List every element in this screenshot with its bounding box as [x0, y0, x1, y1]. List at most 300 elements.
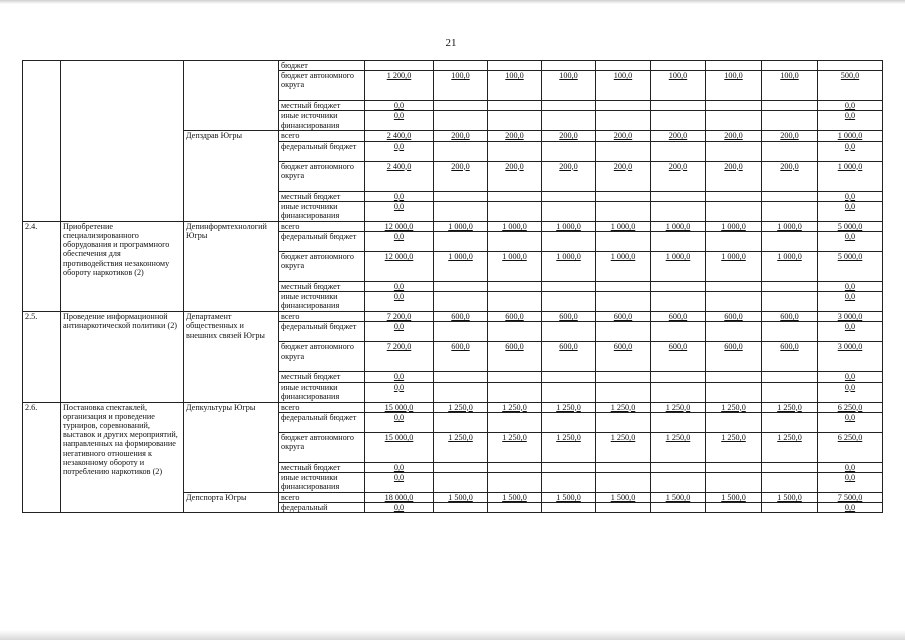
- amount-cell: [651, 493, 706, 503]
- funding-source: бюджет автономного округа: [279, 342, 365, 372]
- amount-value: 0,0: [393, 141, 405, 151]
- amount-cell: [365, 252, 434, 282]
- amount-value: 1 250,0: [665, 432, 691, 442]
- amount-cell: [818, 252, 883, 282]
- amount-cell: [762, 111, 818, 131]
- amount-cell: [651, 462, 706, 472]
- amount-cell: [488, 342, 542, 372]
- amount-cell: [596, 503, 651, 513]
- amount-cell: [434, 101, 488, 111]
- amount-cell: [762, 432, 818, 462]
- funding-source: всего: [279, 221, 365, 231]
- amount-cell: [706, 342, 762, 372]
- amount-value: 0,0: [844, 232, 856, 242]
- amount-cell: [434, 382, 488, 402]
- amount-cell: [596, 221, 651, 231]
- amount-cell: [365, 322, 434, 342]
- amount-cell: [818, 161, 883, 191]
- amount-value: 1 000,0: [665, 252, 691, 262]
- amount-cell: [818, 342, 883, 372]
- amount-cell: [596, 201, 651, 221]
- amount-cell: [542, 292, 596, 312]
- amount-cell: [365, 412, 434, 432]
- amount-cell: [706, 462, 762, 472]
- amount-value: 12 000,0: [384, 221, 414, 231]
- amount-cell: [762, 342, 818, 372]
- amount-value: 200,0: [724, 131, 743, 141]
- amount-cell: [818, 282, 883, 292]
- amount-cell: [365, 432, 434, 462]
- amount-cell: [542, 402, 596, 412]
- amount-cell: [651, 503, 706, 513]
- amount-cell: [365, 221, 434, 231]
- amount-value: 1 500,0: [502, 493, 527, 503]
- amount-value: 200,0: [559, 161, 578, 171]
- amount-cell: [706, 71, 762, 101]
- amount-value: 100,0: [780, 71, 799, 81]
- amount-value: 0,0: [844, 282, 856, 292]
- amount-value: 2 400,0: [386, 161, 412, 171]
- amount-cell: [488, 201, 542, 221]
- amount-cell: [596, 61, 651, 71]
- amount-cell: [434, 141, 488, 161]
- amount-cell: [762, 473, 818, 493]
- amount-cell: [488, 161, 542, 191]
- amount-cell: [365, 282, 434, 292]
- amount-cell: [365, 71, 434, 101]
- amount-cell: [651, 101, 706, 111]
- funding-source: федеральный: [279, 503, 365, 513]
- amount-value: 0,0: [393, 191, 405, 201]
- executor-name: Депздрав Югры: [184, 131, 279, 221]
- amount-cell: [706, 322, 762, 342]
- funding-source: всего: [279, 131, 365, 141]
- amount-cell: [542, 412, 596, 432]
- table-body: [23, 61, 883, 513]
- amount-cell: [706, 61, 762, 71]
- amount-value: 100,0: [613, 71, 633, 81]
- table-row: [23, 61, 883, 71]
- amount-value: 1 250,0: [610, 432, 636, 442]
- amount-cell: [596, 191, 651, 201]
- funding-table: [22, 60, 883, 513]
- amount-value: 200,0: [780, 131, 799, 141]
- section-index: 2.4.: [23, 221, 61, 311]
- amount-cell: [488, 111, 542, 131]
- amount-cell: [651, 111, 706, 131]
- amount-value: 600,0: [451, 342, 470, 352]
- amount-cell: [818, 462, 883, 472]
- amount-cell: [365, 503, 434, 513]
- executor-name: Департамент общественных и внешних связей Югры: [184, 312, 279, 402]
- amount-cell: [762, 412, 818, 432]
- amount-cell: [542, 432, 596, 462]
- funding-source: бюджет автономного округа: [279, 252, 365, 282]
- amount-cell: [542, 71, 596, 101]
- amount-cell: [488, 221, 542, 231]
- amount-value: 100,0: [559, 71, 578, 81]
- amount-cell: [762, 252, 818, 282]
- amount-cell: [651, 232, 706, 252]
- amount-cell: [365, 111, 434, 131]
- amount-cell: [434, 432, 488, 462]
- amount-cell: [651, 432, 706, 462]
- amount-cell: [818, 191, 883, 201]
- amount-value: 0,0: [393, 382, 405, 392]
- amount-value: 200,0: [613, 131, 633, 141]
- amount-cell: [488, 232, 542, 252]
- amount-cell: [706, 412, 762, 432]
- amount-value: 1 000,0: [502, 221, 527, 231]
- page-number: 21: [445, 37, 457, 49]
- amount-value: 0,0: [844, 111, 856, 121]
- amount-cell: [706, 232, 762, 252]
- amount-cell: [596, 161, 651, 191]
- amount-value: 1 250,0: [556, 432, 581, 442]
- section-title: [61, 61, 184, 222]
- amount-cell: [434, 131, 488, 141]
- section-index: [23, 61, 61, 222]
- funding-source: иные источники финансирования: [279, 111, 365, 131]
- amount-cell: [762, 372, 818, 382]
- amount-value: 2 400,0: [386, 131, 412, 141]
- funding-source: бюджет: [279, 61, 365, 71]
- amount-cell: [542, 61, 596, 71]
- section-index: 2.6.: [23, 402, 61, 513]
- amount-cell: [365, 141, 434, 161]
- amount-value: 600,0: [559, 312, 578, 322]
- amount-value: 600,0: [451, 312, 470, 322]
- amount-cell: [596, 71, 651, 101]
- amount-cell: [651, 473, 706, 493]
- amount-cell: [488, 141, 542, 161]
- amount-value: 0,0: [393, 201, 405, 211]
- amount-cell: [542, 503, 596, 513]
- amount-value: 600,0: [724, 312, 743, 322]
- amount-cell: [488, 473, 542, 493]
- amount-value: 600,0: [613, 312, 633, 322]
- funding-source: иные источники финансирования: [279, 201, 365, 221]
- amount-cell: [762, 292, 818, 312]
- amount-value: 0,0: [844, 292, 856, 302]
- amount-cell: [762, 402, 818, 412]
- amount-cell: [818, 292, 883, 312]
- amount-value: 200,0: [559, 131, 578, 141]
- amount-cell: [542, 161, 596, 191]
- amount-value: 200,0: [505, 131, 524, 141]
- amount-cell: [596, 493, 651, 503]
- amount-value: 100,0: [724, 71, 743, 81]
- amount-cell: [365, 402, 434, 412]
- amount-cell: [434, 61, 488, 71]
- amount-value: 0,0: [393, 111, 405, 121]
- amount-cell: [596, 342, 651, 372]
- amount-cell: [706, 473, 762, 493]
- amount-cell: [762, 312, 818, 322]
- amount-cell: [818, 312, 883, 322]
- amount-value: 1 500,0: [665, 493, 691, 503]
- amount-value: 600,0: [780, 342, 799, 352]
- amount-cell: [706, 402, 762, 412]
- amount-cell: [762, 221, 818, 231]
- amount-cell: [488, 71, 542, 101]
- amount-value: 600,0: [613, 342, 633, 352]
- amount-cell: [762, 191, 818, 201]
- amount-cell: [434, 322, 488, 342]
- amount-cell: [434, 372, 488, 382]
- amount-cell: [488, 432, 542, 462]
- amount-cell: [651, 252, 706, 282]
- amount-value: 1 000,0: [837, 131, 863, 141]
- amount-cell: [651, 342, 706, 372]
- amount-cell: [434, 312, 488, 322]
- amount-value: 100,0: [451, 71, 470, 81]
- amount-cell: [818, 111, 883, 131]
- amount-value: 15 000,0: [384, 402, 414, 412]
- amount-value: 1 000,0: [448, 252, 473, 262]
- amount-cell: [488, 101, 542, 111]
- funding-source: федеральный бюджет: [279, 322, 365, 342]
- amount-value: 0,0: [844, 191, 856, 201]
- amount-value: 0,0: [393, 101, 405, 111]
- amount-value: 1 250,0: [502, 402, 527, 412]
- amount-cell: [542, 312, 596, 322]
- executor-name: Депспорта Югры: [184, 493, 279, 513]
- amount-value: 1 500,0: [448, 493, 473, 503]
- section-title: Приобретение специализированного оборудования и программного обеспечения для противодействия незаконному обороту наркотиков (2): [61, 221, 184, 311]
- amount-value: 200,0: [505, 161, 524, 171]
- amount-cell: [762, 101, 818, 111]
- amount-cell: [434, 252, 488, 282]
- amount-cell: [365, 191, 434, 201]
- amount-value: 1 000,0: [777, 221, 802, 231]
- amount-value: 1 000,0: [610, 252, 636, 262]
- amount-cell: [488, 322, 542, 342]
- amount-value: 0,0: [844, 473, 856, 483]
- funding-source: местный бюджет: [279, 462, 365, 472]
- amount-value: 1 500,0: [721, 493, 746, 503]
- amount-value: 600,0: [668, 342, 688, 352]
- amount-cell: [762, 503, 818, 513]
- amount-value: 600,0: [780, 312, 799, 322]
- amount-value: 0,0: [844, 382, 856, 392]
- amount-value: 0,0: [393, 503, 405, 513]
- amount-cell: [542, 111, 596, 131]
- amount-value: 100,0: [505, 71, 524, 81]
- amount-cell: [434, 462, 488, 472]
- amount-value: 1 250,0: [777, 402, 802, 412]
- amount-cell: [542, 382, 596, 402]
- amount-value: 5 000,0: [837, 221, 863, 231]
- amount-cell: [706, 101, 762, 111]
- amount-cell: [818, 372, 883, 382]
- amount-cell: [596, 141, 651, 161]
- amount-value: 0,0: [393, 292, 405, 302]
- amount-cell: [542, 493, 596, 503]
- amount-cell: [706, 141, 762, 161]
- amount-value: 1 000,0: [448, 221, 473, 231]
- amount-cell: [365, 232, 434, 252]
- amount-value: 1 500,0: [556, 493, 581, 503]
- amount-cell: [434, 161, 488, 191]
- amount-cell: [365, 201, 434, 221]
- amount-cell: [434, 342, 488, 372]
- amount-cell: [818, 131, 883, 141]
- amount-cell: [488, 412, 542, 432]
- amount-cell: [818, 432, 883, 462]
- amount-value: 200,0: [668, 131, 688, 141]
- amount-value: 6 250,0: [837, 432, 863, 442]
- amount-value: 12 000,0: [384, 252, 414, 262]
- amount-cell: [596, 382, 651, 402]
- amount-value: 600,0: [724, 342, 743, 352]
- amount-value: 6 250,0: [837, 402, 863, 412]
- amount-cell: [434, 493, 488, 503]
- amount-cell: [818, 141, 883, 161]
- amount-cell: [818, 493, 883, 503]
- amount-cell: [651, 141, 706, 161]
- funding-source: всего: [279, 493, 365, 503]
- amount-cell: [651, 322, 706, 342]
- amount-cell: [488, 493, 542, 503]
- amount-cell: [706, 432, 762, 462]
- amount-value: 0,0: [393, 372, 405, 382]
- amount-cell: [434, 412, 488, 432]
- amount-cell: [434, 71, 488, 101]
- amount-cell: [818, 71, 883, 101]
- amount-cell: [542, 232, 596, 252]
- funding-source: бюджет автономного округа: [279, 71, 365, 101]
- amount-cell: [542, 462, 596, 472]
- amount-cell: [706, 131, 762, 141]
- amount-value: 1 250,0: [721, 432, 746, 442]
- amount-value: 1 250,0: [721, 402, 746, 412]
- amount-cell: [542, 221, 596, 231]
- amount-cell: [596, 412, 651, 432]
- amount-cell: [651, 161, 706, 191]
- amount-value: 1 000,0: [665, 221, 691, 231]
- amount-cell: [596, 232, 651, 252]
- amount-cell: [596, 372, 651, 382]
- amount-cell: [365, 131, 434, 141]
- amount-value: 1 000,0: [610, 221, 636, 231]
- amount-cell: [818, 201, 883, 221]
- amount-cell: [651, 191, 706, 201]
- amount-cell: [706, 312, 762, 322]
- amount-cell: [434, 473, 488, 493]
- amount-value: 1 200,0: [386, 71, 412, 81]
- amount-cell: [818, 503, 883, 513]
- amount-cell: [488, 191, 542, 201]
- amount-value: 0,0: [844, 141, 856, 151]
- amount-cell: [542, 191, 596, 201]
- amount-value: 1 000,0: [502, 252, 527, 262]
- amount-cell: [488, 312, 542, 322]
- amount-cell: [488, 402, 542, 412]
- amount-value: 0,0: [393, 462, 405, 472]
- amount-cell: [488, 372, 542, 382]
- amount-cell: [434, 402, 488, 412]
- amount-cell: [651, 402, 706, 412]
- table-row: [23, 312, 883, 322]
- amount-cell: [762, 462, 818, 472]
- amount-value: 1 250,0: [665, 402, 691, 412]
- amount-cell: [651, 372, 706, 382]
- amount-cell: [434, 503, 488, 513]
- amount-cell: [542, 141, 596, 161]
- amount-value: 1 000,0: [721, 221, 746, 231]
- amount-value: 1 250,0: [502, 432, 527, 442]
- funding-source: местный бюджет: [279, 372, 365, 382]
- amount-cell: [706, 493, 762, 503]
- amount-cell: [488, 382, 542, 402]
- amount-cell: [365, 61, 434, 71]
- amount-cell: [818, 221, 883, 231]
- amount-cell: [706, 282, 762, 292]
- amount-cell: [706, 191, 762, 201]
- amount-cell: [651, 382, 706, 402]
- amount-value: 5 000,0: [837, 252, 863, 262]
- amount-cell: [488, 61, 542, 71]
- table-row: [23, 221, 883, 231]
- funding-source: бюджет автономного округа: [279, 161, 365, 191]
- amount-cell: [818, 473, 883, 493]
- amount-cell: [434, 201, 488, 221]
- amount-cell: [542, 372, 596, 382]
- funding-source: всего: [279, 402, 365, 412]
- amount-value: 7 200,0: [386, 312, 412, 322]
- amount-value: 1 500,0: [610, 493, 636, 503]
- amount-cell: [365, 342, 434, 372]
- amount-cell: [596, 131, 651, 141]
- amount-cell: [651, 71, 706, 101]
- amount-value: 1 250,0: [556, 402, 581, 412]
- table-row: [23, 402, 883, 412]
- amount-value: 0,0: [393, 282, 405, 292]
- funding-source: иные источники финансирования: [279, 473, 365, 493]
- amount-value: 600,0: [668, 312, 688, 322]
- amount-value: 100,0: [668, 71, 688, 81]
- amount-value: 0,0: [844, 412, 856, 422]
- amount-cell: [596, 111, 651, 131]
- amount-value: 7 200,0: [386, 342, 412, 352]
- amount-value: 600,0: [559, 342, 578, 352]
- amount-value: 3 000,0: [837, 312, 863, 322]
- amount-cell: [596, 432, 651, 462]
- scan-edge-bottom: [0, 630, 905, 640]
- amount-value: 0,0: [393, 232, 405, 242]
- amount-cell: [488, 292, 542, 312]
- amount-value: 1 250,0: [448, 432, 473, 442]
- amount-value: 1 250,0: [448, 402, 473, 412]
- section-title: Проведение информационной антинаркотической политики (2): [61, 312, 184, 402]
- amount-value: 0,0: [393, 322, 405, 332]
- amount-cell: [596, 402, 651, 412]
- funding-source: бюджет автономного округа: [279, 432, 365, 462]
- amount-cell: [706, 372, 762, 382]
- amount-cell: [488, 131, 542, 141]
- scan-edge-top: [0, 0, 905, 4]
- amount-cell: [818, 382, 883, 402]
- funding-source: иные источники финансирования: [279, 382, 365, 402]
- amount-cell: [651, 312, 706, 322]
- amount-cell: [762, 232, 818, 252]
- amount-cell: [762, 322, 818, 342]
- amount-cell: [651, 412, 706, 432]
- amount-cell: [651, 61, 706, 71]
- amount-cell: [706, 292, 762, 312]
- amount-cell: [596, 252, 651, 282]
